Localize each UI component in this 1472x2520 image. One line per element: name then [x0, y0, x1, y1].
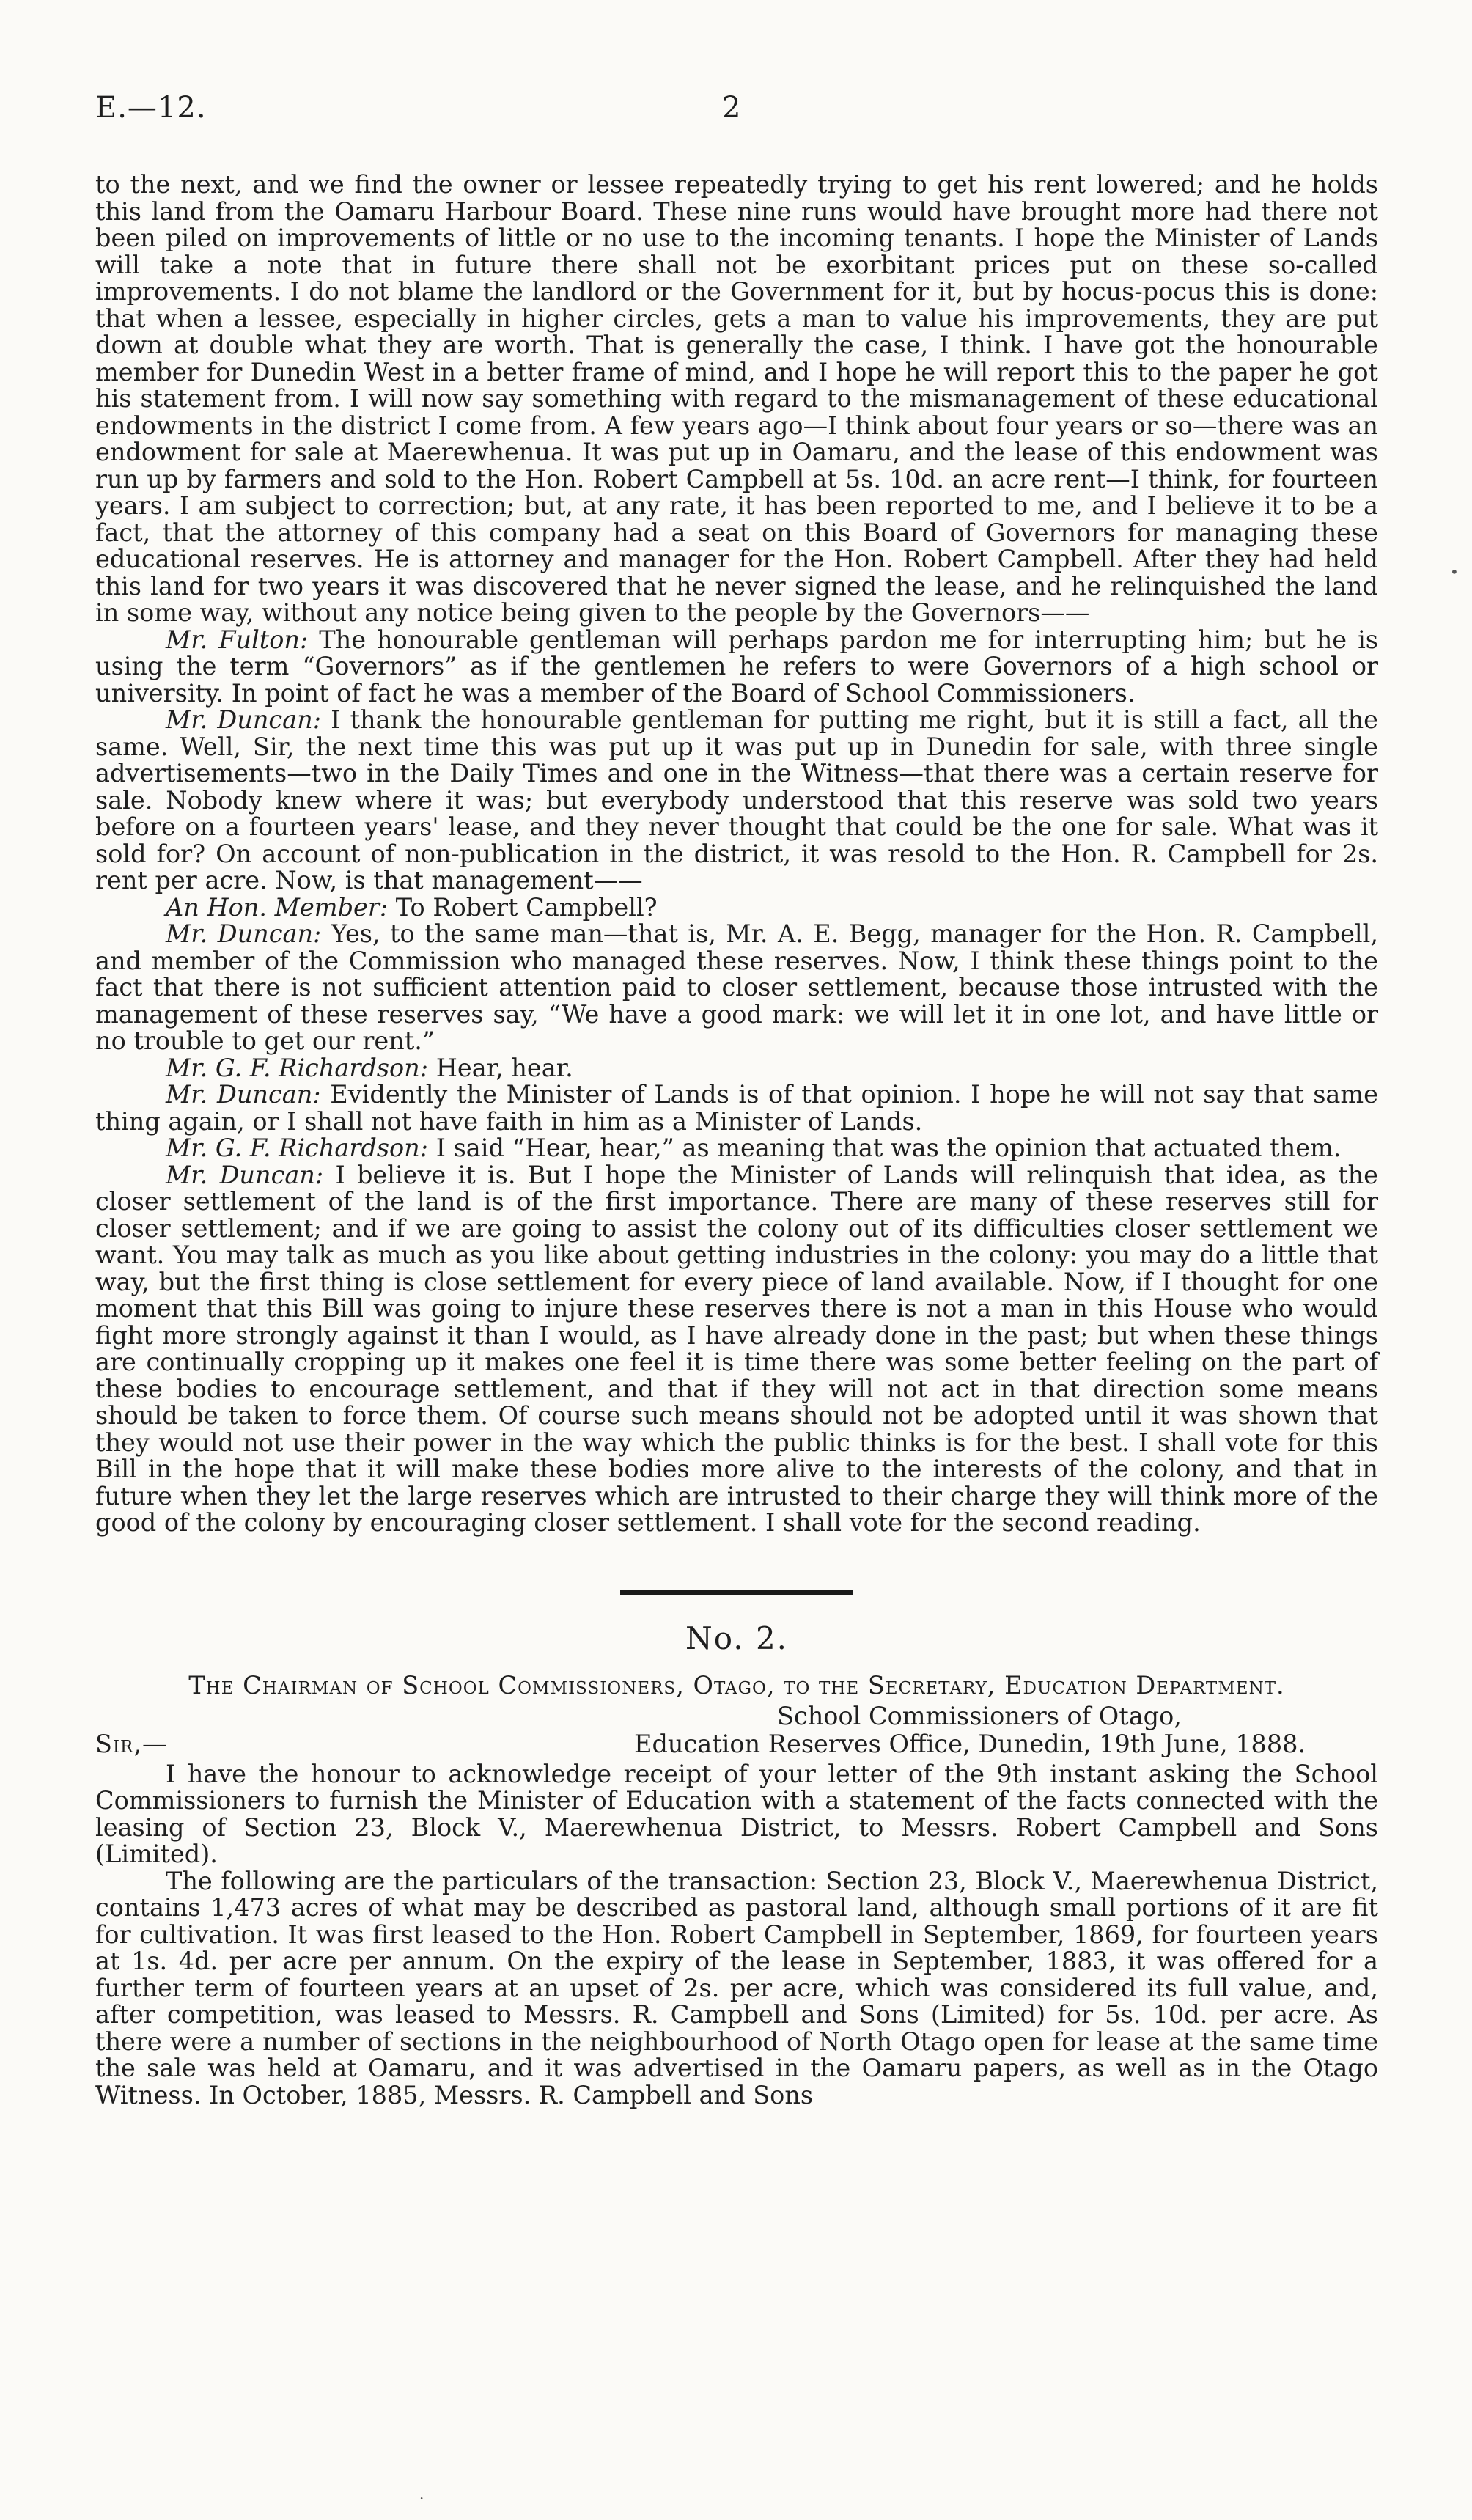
stray-mark: •: [1450, 563, 1459, 581]
dialogue-entry: [95, 627, 1378, 708]
dialogue-text: I said “Hear, hear,” as meaning that was the opinion that actuated them.: [435, 1134, 1342, 1162]
dialogue-entry: [95, 1162, 1378, 1537]
dialogue-text: Yes, to the same man—that is, Mr. A. E. Begg, manager for the Hon. R. Campbell, and member of the Commission who managed these reserves. Now, I think these things point to the fact that there is not sufficient attention paid to closer settlement, because those intrusted with the management of these reserves say, “We have a good mark: we will let it in one lot, and have little or no trouble to get our rent.”: [95, 919, 1378, 1055]
page-header: [95, 91, 1378, 135]
speaker-name: Mr. Duncan:: [166, 1080, 321, 1109]
dialogue-text: To Robert Campbell?: [395, 892, 658, 922]
letter-paragraph: I have the honour to acknowledge receipt of your letter of the 9th instant asking the School Commissioners to furnish the Minister of Education with a statement of the facts connected with the leasing of Section 23, Block V., Maerewhenua District, to Messrs. Robert Campbell and Sons (Limited).: [95, 1759, 1378, 1868]
dialogue-text: I believe it is. But I hope the Minister of Lands will relinquish that idea, as the closer settlement of the land is of the first importance. There are many of these reserves still for closer settlement; and if we are going to assist the colony out of its difficulties closer settlement we want. You may talk as much as you like about getting industries in the colony: you may do a little that way, but the first thing is close settlement for every piece of land available. Now, if I thought for one moment that this Bill was going to injure these reserves there is not a man in this House who would fight more strongly against it than I would, as I have already done in the past; but when these things are continually cropping up it makes one feel it is time there was some better feeling on the part of these bodies to encourage settlement, and that if they will not act in that direction some means should be taken to force them. Of course such means should not be adopted until it was shown that they would not use their power in the way which the public thinks is for the best. I shall vote for this Bill in the hope that it will make these bodies more alive to the interests of the colony, and that in future when they let the large reserves which are intrusted to their charge they will think more of the good of the colony by encouraging closer settlement. I shall vote for the second reading.: [95, 1160, 1378, 1537]
letter-heading: The Chairman of School Commissioners, Otago, to the Secretary, Education Department.: [188, 1670, 1285, 1700]
speaker-name: Mr. Duncan:: [166, 705, 322, 734]
stray-mark: ·: [419, 2489, 424, 2507]
document-body: [95, 172, 1378, 2109]
dialogue-text: Hear, hear.: [435, 1053, 573, 1082]
address-line-1: School Commissioners of Otago,: [777, 1701, 1182, 1730]
dialogue-entry: [95, 1135, 1378, 1162]
dialogue-entry: [95, 1055, 1378, 1082]
letter-paragraph: The following are the particulars of the transaction: Section 23, Block V., Maerewhenua District, contains 1,473 acres of what may be described as pastoral land, although small portions of it are fit for cultivation. It was first leased to the Hon. Robert Campbell in September, 1869, for fourteen years at 1s. 4d. per acre per annum. On the expiry of the lease in September, 1883, it was offered for a further term of fourteen years at an upset of 2s. per acre, which was considered its full value, and, after competition, was leased to Messrs. R. Campbell and Sons (Limited) for 5s. 10d. per acre. As there were a number of sections in the neighbourhood of North Otago open for lease at the same time the sale was held at Oamaru, and it was advertised in the Oamaru papers, as well as in the Otago Witness. In October, 1885, Messrs. R. Campbell and Sons: [95, 1866, 1378, 2109]
letter-address: [95, 1702, 1378, 1761]
salutation: Sir,—: [95, 1729, 168, 1758]
speaker-name: Mr. Duncan:: [166, 919, 322, 948]
section-divider: [620, 1590, 853, 1595]
speech-paragraph: to the next, and we find the owner or lessee repeatedly trying to get his rent lowered; and he holds this land from the Oamaru Harbour Board. These nine runs would have brought more had there not been piled on improvements of little or no use to the incoming tenants. I hope the Minister of Lands will take a note that in future there shall not be exorbitant prices put on these so-called improvements. I do not blame the landlord or the Government for it, but by hocus-pocus this is done: that when a lessee, especially in higher circles, gets a man to value his improvements, they are put down at double what they are worth. That is generally the case, I think. I have got the honourable member for Dunedin West in a better frame of mind, and I hope he will report this to the paper he got his statement from. I will now say something with regard to the mismanagement of these educational endowments in the district I come from. A few years ago—I think about four years or so—there was an endowment for sale at Maerewhenua. It was put up in Oamaru, and the lease of this endowment was run up by farmers and sold to the Hon. Robert Campbell at 5s. 10d. an acre rent—I think, for fourteen years. I am subject to correction; but, at any rate, it has been reported to me, and I believe it to be a fact, that the attorney of this company had a seat on this Board of Governors for managing these educational reserves. He is attorney and manager for the Hon. Robert Campbell. After they had held this land for two years it was discovered that he never signed the lease, and he relinquished the land in some way, without any notice being given to the people by the Governors——: [95, 170, 1378, 627]
document-code: E.—12.: [95, 91, 207, 125]
speaker-name: Mr. Fulton:: [166, 625, 309, 654]
dialogue-text: Evidently the Minister of Lands is of that opinion. I hope he will not say that same thing again, or I shall not have faith in him as a Minister of Lands.: [95, 1080, 1378, 1136]
speaker-name: Mr. G. F. Richardson:: [166, 1053, 429, 1082]
page-number: 2: [722, 91, 741, 125]
speaker-name: An Hon. Member:: [166, 892, 389, 922]
address-line-2: Education Reserves Office, Dunedin, 19th June, 1888.: [634, 1729, 1306, 1758]
dialogue-entry: [95, 892, 1378, 922]
dialogue-entry: [95, 1081, 1378, 1135]
section-number: No. 2.: [685, 1620, 789, 1656]
dialogue-text: The honourable gentleman will perhaps pardon me for interrupting him; but he is using the term “Governors” as if the gentlemen he refers to were Governors of a high school or university. In point of fact he was a member of the Board of School Commissioners.: [95, 625, 1378, 708]
speaker-name: Mr. Duncan:: [166, 1160, 324, 1189]
speaker-name: Mr. G. F. Richardson:: [166, 1134, 429, 1162]
dialogue-entry: [95, 707, 1378, 895]
dialogue-entry: [95, 921, 1378, 1055]
dialogue-text: I thank the honourable gentleman for putting me right, but it is still a fact, all the same. Well, Sir, the next time this was put up it was put up in Dunedin for sale, with three single advertisements—two in the Daily Times and one in the Witness—that there was a certain reserve for sale. Nobody knew where it was; but everybody understood that this reserve was sold two years before on a fourteen years' lease, and they never thought that could be the one for sale. What was it sold for? On account of non-publication in the district, it was resold to the Hon. R. Campbell for 2s. rent per acre. Now, is that management——: [95, 705, 1378, 895]
